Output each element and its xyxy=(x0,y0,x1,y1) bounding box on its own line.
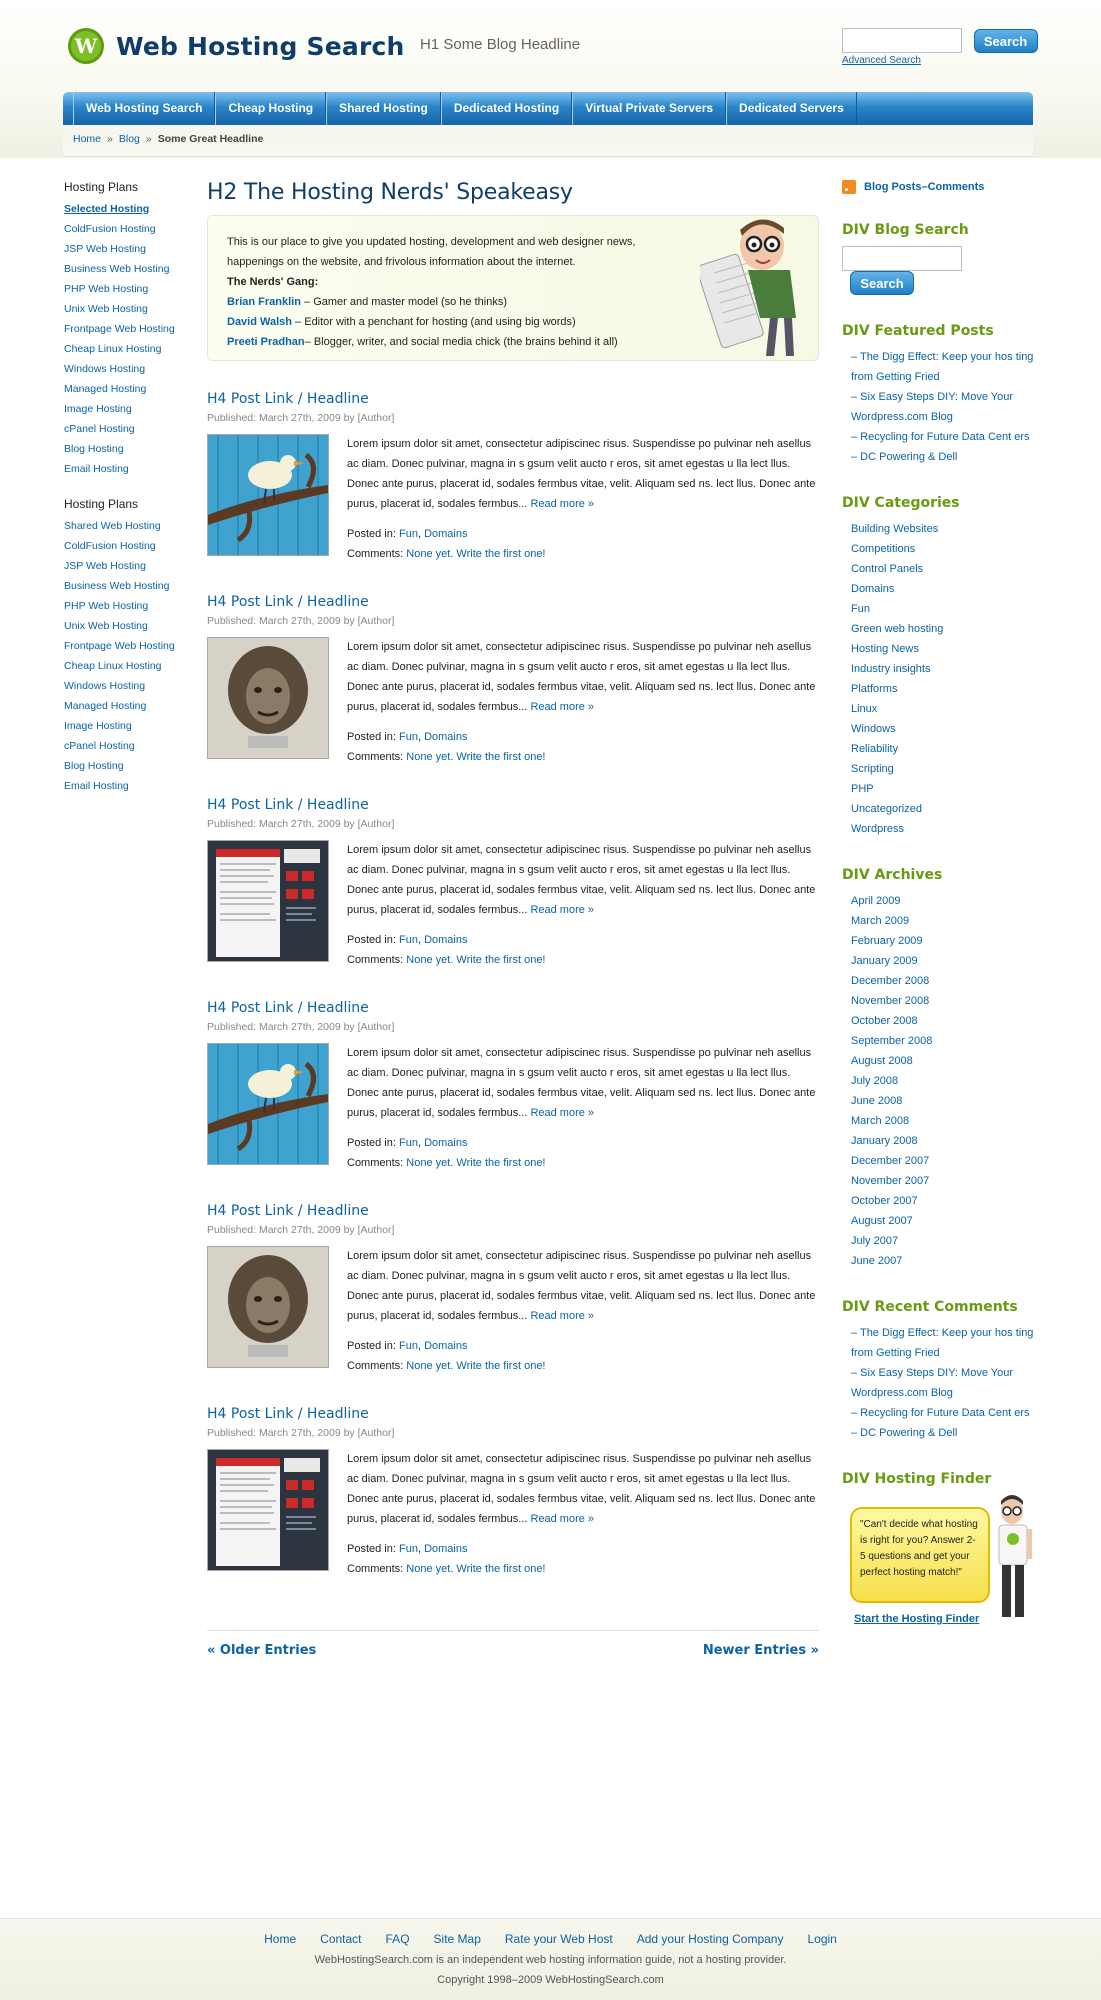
archive-link[interactable]: November 2008 xyxy=(851,995,930,1007)
category-link[interactable]: Windows xyxy=(851,723,896,735)
category-link[interactable]: Competitions xyxy=(851,543,916,555)
logo-letter: W xyxy=(74,34,98,58)
breadcrumb-blog[interactable]: Blog xyxy=(118,133,140,145)
blog-post xyxy=(207,797,819,970)
plan-link[interactable]: Business Web Hosting xyxy=(64,580,170,592)
post-excerpt: Lorem ipsum dolor sit amet, consectetur adipiscinec risus. Suspendisse po pulvinar neh asellus ac diam. Donec pulvinar, magna in s gsum velit aucto r eros, sit amet egestas u lla lect llus. Donec ante purus, placerat id, sodales fermbus vitae, velit. Aliquam sed ns. lect llus. Donec ante purus, placerat id, sodales fermbus... xyxy=(347,1250,816,1322)
archive-link[interactable]: June 2008 xyxy=(851,1095,903,1107)
featured-post-link[interactable]: – Recycling for Future Data Cent ers – DC Powering & Dell xyxy=(851,431,1030,463)
post-excerpt: Lorem ipsum dolor sit amet, consectetur adipiscinec risus. Suspendisse po pulvinar neh asellus ac diam. Donec pulvinar, magna in s gsum velit aucto r eros, sit amet egestas u lla lect llus. Donec ante purus, placerat id, sodales fermbus vitae, velit. Aliquam sed ns. lect llus. Donec ante purus, placerat id, sodales fermbus... xyxy=(347,438,816,510)
gang-label: The Nerds' Gang: xyxy=(227,276,319,288)
category-link[interactable]: Control Panels xyxy=(851,563,924,575)
left-sidebar xyxy=(64,180,194,796)
archive-link[interactable]: March 2009 xyxy=(851,915,910,927)
comments-label: Comments: xyxy=(347,548,407,560)
plan-link[interactable]: Blog Hosting xyxy=(64,760,124,772)
archive-link[interactable]: July 2008 xyxy=(851,1075,899,1087)
comments-label: Comments: xyxy=(347,1157,407,1169)
archive-link[interactable]: December 2008 xyxy=(851,975,930,987)
breadcrumb xyxy=(73,133,263,145)
nav-item-dedicated-hosting[interactable]: Dedicated Hosting xyxy=(441,92,572,125)
posted-in-label: Posted in: xyxy=(347,1137,399,1149)
post-meta: Published: March 27th, 2009 by [Author] xyxy=(207,1021,395,1033)
blog-search-input[interactable] xyxy=(842,246,962,271)
archive-link[interactable]: October 2007 xyxy=(851,1195,918,1207)
featured-posts-title: DIV Featured Posts xyxy=(842,323,994,339)
hosting-plans-title: Hosting Plans xyxy=(64,497,139,511)
site-name: Web Hosting Search xyxy=(116,31,405,61)
comments-link[interactable]: None yet. Write the first one! xyxy=(406,1360,546,1372)
hosting-finder-bubble: "Can't decide what hosting is right for you? Answer 2-5 questions and get your perfect hosting match!" xyxy=(850,1507,990,1603)
category-separator: , xyxy=(417,1137,425,1149)
category-link[interactable]: Hosting News xyxy=(851,643,919,655)
nav-item-web-hosting-search[interactable]: Web Hosting Search xyxy=(73,92,215,125)
category-link[interactable]: Linux xyxy=(851,703,878,715)
category-link[interactable]: Green web hosting xyxy=(851,623,944,635)
plan-link[interactable]: Frontpage Web Hosting xyxy=(64,323,175,335)
post-thumbnail-bird[interactable] xyxy=(207,434,329,556)
posted-in-label: Posted in: xyxy=(347,1340,399,1352)
read-more-link[interactable]: Read more » xyxy=(530,1310,595,1322)
recent-comment-link[interactable]: – Six Easy Steps DIY: Move Your Wordpress.com Blog xyxy=(851,1367,1014,1399)
post-meta: Published: March 27th, 2009 by [Author] xyxy=(207,412,395,424)
plan-link[interactable]: Blog Hosting xyxy=(64,443,124,455)
site-logo[interactable] xyxy=(68,26,405,66)
category-link[interactable]: PHP xyxy=(851,783,874,795)
plan-link[interactable]: Cheap Linux Hosting xyxy=(64,343,162,355)
post-thumbnail-website[interactable] xyxy=(207,1449,329,1571)
footer-copyright: Copyright 1998–2009 WebHostingSearch.com xyxy=(437,1974,664,1986)
hosting-plans-list xyxy=(64,199,194,479)
featured-post-link[interactable]: – The Digg Effect: Keep your hos ting from Getting Fried xyxy=(851,351,1034,383)
footer-link-contact[interactable]: Contact xyxy=(320,1932,362,1946)
footer-link-home[interactable]: Home xyxy=(264,1932,297,1946)
category-link-domains[interactable]: Domains xyxy=(424,731,468,743)
post-excerpt: Lorem ipsum dolor sit amet, consectetur adipiscinec risus. Suspendisse po pulvinar neh asellus ac diam. Donec pulvinar, magna in s gsum velit aucto r eros, sit amet egestas u lla lect llus. Donec ante purus, placerat id, sodales fermbus vitae, velit. Aliquam sed ns. lect llus. Donec ante purus, placerat id, sodales fermbus... xyxy=(347,1047,816,1119)
plan-link[interactable]: Image Hosting xyxy=(64,720,132,732)
archive-link[interactable]: October 2008 xyxy=(851,1015,918,1027)
category-link-domains[interactable]: Domains xyxy=(424,528,468,540)
plan-link[interactable]: Frontpage Web Hosting xyxy=(64,640,175,652)
footer-link-login[interactable]: Login xyxy=(807,1932,837,1946)
read-more-link[interactable]: Read more » xyxy=(530,498,595,510)
member-desc: – Editor with a penchant for hosting (and using big words) xyxy=(292,316,576,328)
footer-link-rate-web-host[interactable]: Rate your Web Host xyxy=(504,1932,613,1946)
plan-link[interactable]: JSP Web Hosting xyxy=(64,560,146,572)
plan-link[interactable]: cPanel Hosting xyxy=(64,740,135,752)
category-link-fun[interactable]: Fun xyxy=(398,1543,418,1555)
blog-search-title: DIV Blog Search xyxy=(842,222,969,238)
intro-box xyxy=(207,215,819,361)
plan-link[interactable]: PHP Web Hosting xyxy=(64,600,149,612)
post-title-link[interactable]: H4 Post Link / Headline xyxy=(207,594,369,610)
rss-comments-link[interactable]: Comments xyxy=(927,181,985,193)
category-link[interactable]: Reliability xyxy=(851,743,899,755)
archives-title: DIV Archives xyxy=(842,867,943,883)
category-link-domains[interactable]: Domains xyxy=(424,1543,468,1555)
archive-link[interactable]: August 2007 xyxy=(851,1215,913,1227)
blog-post xyxy=(207,594,819,767)
post-excerpt: Lorem ipsum dolor sit amet, consectetur adipiscinec risus. Suspendisse po pulvinar neh asellus ac diam. Donec pulvinar, magna in s gsum velit aucto r eros, sit amet egestas u lla lect llus. Donec ante purus, placerat id, sodales fermbus vitae, velit. Aliquam sed ns. lect llus. Donec ante purus, placerat id, sodales fermbus... xyxy=(347,1453,816,1525)
plan-link[interactable]: Windows Hosting xyxy=(64,680,146,692)
rss-separator: – xyxy=(921,181,928,193)
post-thumbnail-portrait[interactable] xyxy=(207,637,329,759)
category-separator: , xyxy=(417,1340,425,1352)
plan-link[interactable]: Unix Web Hosting xyxy=(64,303,148,315)
post-title-link[interactable]: H4 Post Link / Headline xyxy=(207,1203,369,1219)
page-h2: H2 The Hosting Nerds' Speakeasy xyxy=(207,180,573,205)
plan-link[interactable]: Unix Web Hosting xyxy=(64,620,148,632)
comments-label: Comments: xyxy=(347,954,407,966)
archive-link[interactable]: November 2007 xyxy=(851,1175,930,1187)
archive-link[interactable]: December 2007 xyxy=(851,1155,930,1167)
main-nav xyxy=(63,92,1033,125)
recent-comment-link[interactable]: – Recycling for Future Data Cent ers – DC Powering & Dell xyxy=(851,1407,1030,1439)
older-entries-link[interactable]: « Older Entries xyxy=(207,1643,317,1658)
plan-link[interactable]: ColdFusion Hosting xyxy=(64,223,156,235)
posted-in-label: Posted in: xyxy=(347,934,399,946)
plan-link[interactable]: Cheap Linux Hosting xyxy=(64,660,162,672)
category-link-domains[interactable]: Domains xyxy=(424,934,468,946)
archive-link[interactable]: February 2009 xyxy=(851,935,923,947)
plan-link[interactable]: Managed Hosting xyxy=(64,383,147,395)
hosting-finder xyxy=(842,1495,1034,1645)
comments-link[interactable]: None yet. Write the first one! xyxy=(406,1157,546,1169)
archive-link[interactable]: January 2009 xyxy=(851,955,918,967)
footer-link-faq[interactable]: FAQ xyxy=(385,1932,410,1946)
plan-link[interactable]: Business Web Hosting xyxy=(64,263,170,275)
category-link-domains[interactable]: Domains xyxy=(424,1137,468,1149)
category-link[interactable]: Building Websites xyxy=(851,523,939,535)
rss-links xyxy=(842,180,1034,194)
category-link[interactable]: Industry insights xyxy=(851,663,931,675)
comments-link[interactable]: None yet. Write the first one! xyxy=(406,954,546,966)
read-more-link[interactable]: Read more » xyxy=(530,904,595,916)
plan-link[interactable]: Managed Hosting xyxy=(64,700,147,712)
post-meta: Published: March 27th, 2009 by [Author] xyxy=(207,818,395,830)
page-h1: H1 Some Blog Headline xyxy=(420,36,581,53)
nav-item-dedicated-servers[interactable]: Dedicated Servers xyxy=(726,92,857,125)
categories-list xyxy=(842,519,1034,839)
plan-link[interactable]: Image Hosting xyxy=(64,403,132,415)
post-meta: Published: March 27th, 2009 by [Author] xyxy=(207,1224,395,1236)
footer-note: WebHostingSearch.com is an independent web hosting information guide, not a hosting provider. xyxy=(314,1954,787,1966)
right-sidebar xyxy=(842,180,1034,1645)
hosting-finder-title: DIV Hosting Finder xyxy=(842,1471,992,1487)
blog-search xyxy=(842,246,1034,295)
category-link[interactable]: Wordpress xyxy=(851,823,904,835)
category-separator: , xyxy=(417,1543,425,1555)
breadcrumb-separator: » xyxy=(145,133,152,145)
hosting-plans-title: Hosting Plans xyxy=(64,180,139,194)
rss-posts-link[interactable]: Blog Posts xyxy=(864,181,922,193)
member-link[interactable]: Preeti Pradhan xyxy=(227,336,305,348)
posted-in-label: Posted in: xyxy=(347,528,399,540)
post-thumbnail-bird[interactable] xyxy=(207,1043,329,1165)
nav-item-shared-hosting[interactable]: Shared Hosting xyxy=(326,92,441,125)
comments-link[interactable]: None yet. Write the first one! xyxy=(406,751,546,763)
category-link-fun[interactable]: Fun xyxy=(398,731,418,743)
read-more-link[interactable]: Read more » xyxy=(530,1107,595,1119)
footer xyxy=(0,1918,1101,2000)
member-desc: – Gamer and master model (so he thinks) xyxy=(300,296,507,308)
plan-link[interactable]: PHP Web Hosting xyxy=(64,283,149,295)
blog-post xyxy=(207,391,819,564)
comments-link[interactable]: None yet. Write the first one! xyxy=(406,1563,546,1575)
category-link[interactable]: Scripting xyxy=(851,763,894,775)
recent-comments-list xyxy=(842,1323,1034,1443)
plan-link-selected[interactable]: Selected Hosting xyxy=(64,203,150,215)
logo-icon xyxy=(68,28,104,64)
category-link-fun[interactable]: Fun xyxy=(398,1340,418,1352)
start-hosting-finder-link[interactable]: Start the Hosting Finder xyxy=(854,1613,980,1625)
newer-entries-link[interactable]: Newer Entries » xyxy=(702,1643,819,1658)
comments-link[interactable]: None yet. Write the first one! xyxy=(406,548,546,560)
header-search xyxy=(842,28,1038,53)
read-more-link[interactable]: Read more » xyxy=(530,1513,595,1525)
plan-link[interactable]: Shared Web Hosting xyxy=(64,520,161,532)
blog-post xyxy=(207,1000,819,1173)
post-meta: Published: March 27th, 2009 by [Author] xyxy=(207,615,395,627)
archive-link[interactable]: January 2008 xyxy=(851,1135,918,1147)
blog-post xyxy=(207,1406,819,1579)
archive-link[interactable]: July 2007 xyxy=(851,1235,899,1247)
category-link-fun[interactable]: Fun xyxy=(398,934,418,946)
post-thumbnail-portrait[interactable] xyxy=(207,1246,329,1368)
post-meta: Published: March 27th, 2009 by [Author] xyxy=(207,1427,395,1439)
header-search-input[interactable] xyxy=(842,28,962,53)
archive-link[interactable]: August 2008 xyxy=(851,1055,913,1067)
breadcrumb-home[interactable]: Home xyxy=(73,133,102,145)
post-title-link[interactable]: H4 Post Link / Headline xyxy=(207,1000,369,1016)
post-title-link[interactable]: H4 Post Link / Headline xyxy=(207,797,369,813)
mascot-image xyxy=(992,1495,1034,1623)
archives-list xyxy=(842,891,1034,1271)
posted-in-label: Posted in: xyxy=(347,1543,399,1555)
featured-post-link[interactable]: – Six Easy Steps DIY: Move Your Wordpress.com Blog xyxy=(851,391,1014,423)
comments-label: Comments: xyxy=(347,1563,407,1575)
recent-comments-title: DIV Recent Comments xyxy=(842,1299,1018,1315)
post-title-link[interactable]: H4 Post Link / Headline xyxy=(207,1406,369,1422)
category-link[interactable]: Domains xyxy=(851,583,895,595)
footer-link-add-hosting-company[interactable]: Add your Hosting Company xyxy=(636,1932,784,1946)
blog-post xyxy=(207,1203,819,1376)
nerd-mascot-image xyxy=(700,218,800,360)
plan-link[interactable]: cPanel Hosting xyxy=(64,423,135,435)
hosting-plans-list xyxy=(64,516,194,796)
footer-link-site-map[interactable]: Site Map xyxy=(433,1932,481,1946)
header-search-button[interactable]: Search xyxy=(974,29,1038,53)
post-excerpt: Lorem ipsum dolor sit amet, consectetur adipiscinec risus. Suspendisse po pulvinar neh asellus ac diam. Donec pulvinar, magna in s gsum velit aucto r eros, sit amet egestas u lla lect llus. Donec ante purus, placerat id, sodales fermbus vitae, velit. Aliquam sed ns. lect llus. Donec ante purus, placerat id, sodales fermbus... xyxy=(347,641,816,713)
pagination xyxy=(207,1630,819,1658)
category-link[interactable]: Platforms xyxy=(851,683,898,695)
intro-text: This is our place to give you updated hosting, development and web designer news, happenings on the website, and frivolous information about the internet. xyxy=(227,236,636,268)
featured-posts-list xyxy=(842,347,1034,467)
categories-title: DIV Categories xyxy=(842,495,960,511)
main-content xyxy=(207,180,819,1579)
category-separator: , xyxy=(417,731,425,743)
category-link[interactable]: Uncategorized xyxy=(851,803,922,815)
plan-link[interactable]: Email Hosting xyxy=(64,780,129,792)
posted-in-label: Posted in: xyxy=(347,731,399,743)
member-link[interactable]: Brian Franklin xyxy=(227,296,301,308)
footer-links xyxy=(0,1932,1101,1946)
category-link-fun[interactable]: Fun xyxy=(398,528,418,540)
post-title-link[interactable]: H4 Post Link / Headline xyxy=(207,391,369,407)
breadcrumb-separator: » xyxy=(107,133,113,145)
category-link-fun[interactable]: Fun xyxy=(398,1137,418,1149)
nav-item-cheap-hosting[interactable]: Cheap Hosting xyxy=(215,92,326,125)
category-link[interactable]: Fun xyxy=(851,603,870,615)
rss-icon xyxy=(842,180,856,194)
advanced-search-link[interactable]: Advanced Search xyxy=(842,55,921,66)
member-link[interactable]: David Walsh xyxy=(227,316,292,328)
plan-link[interactable]: JSP Web Hosting xyxy=(64,243,146,255)
archive-link[interactable]: April 2009 xyxy=(851,895,901,907)
category-separator: , xyxy=(417,934,425,946)
plan-link[interactable]: Email Hosting xyxy=(64,463,129,475)
breadcrumb-current: Some Great Headline xyxy=(157,133,264,145)
member-desc: – Blogger, writer, and social media chick (the brains behind it all) xyxy=(304,336,618,348)
category-separator: , xyxy=(417,528,425,540)
category-link-domains[interactable]: Domains xyxy=(424,1340,468,1352)
archive-link[interactable]: September 2008 xyxy=(851,1035,933,1047)
read-more-link[interactable]: Read more » xyxy=(530,701,595,713)
nav-item-virtual-private-servers[interactable]: Virtual Private Servers xyxy=(572,92,726,125)
plan-link[interactable]: ColdFusion Hosting xyxy=(64,540,156,552)
post-thumbnail-website[interactable] xyxy=(207,840,329,962)
archive-link[interactable]: March 2008 xyxy=(851,1115,910,1127)
comments-label: Comments: xyxy=(347,1360,407,1372)
blog-search-button[interactable]: Search xyxy=(850,271,914,295)
post-excerpt: Lorem ipsum dolor sit amet, consectetur adipiscinec risus. Suspendisse po pulvinar neh asellus ac diam. Donec pulvinar, magna in s gsum velit aucto r eros, sit amet egestas u lla lect llus. Donec ante purus, placerat id, sodales fermbus vitae, velit. Aliquam sed ns. lect llus. Donec ante purus, placerat id, sodales fermbus... xyxy=(347,844,816,916)
recent-comment-link[interactable]: – The Digg Effect: Keep your hos ting from Getting Fried xyxy=(851,1327,1034,1359)
archive-link[interactable]: June 2007 xyxy=(851,1255,903,1267)
comments-label: Comments: xyxy=(347,751,407,763)
plan-link[interactable]: Windows Hosting xyxy=(64,363,146,375)
